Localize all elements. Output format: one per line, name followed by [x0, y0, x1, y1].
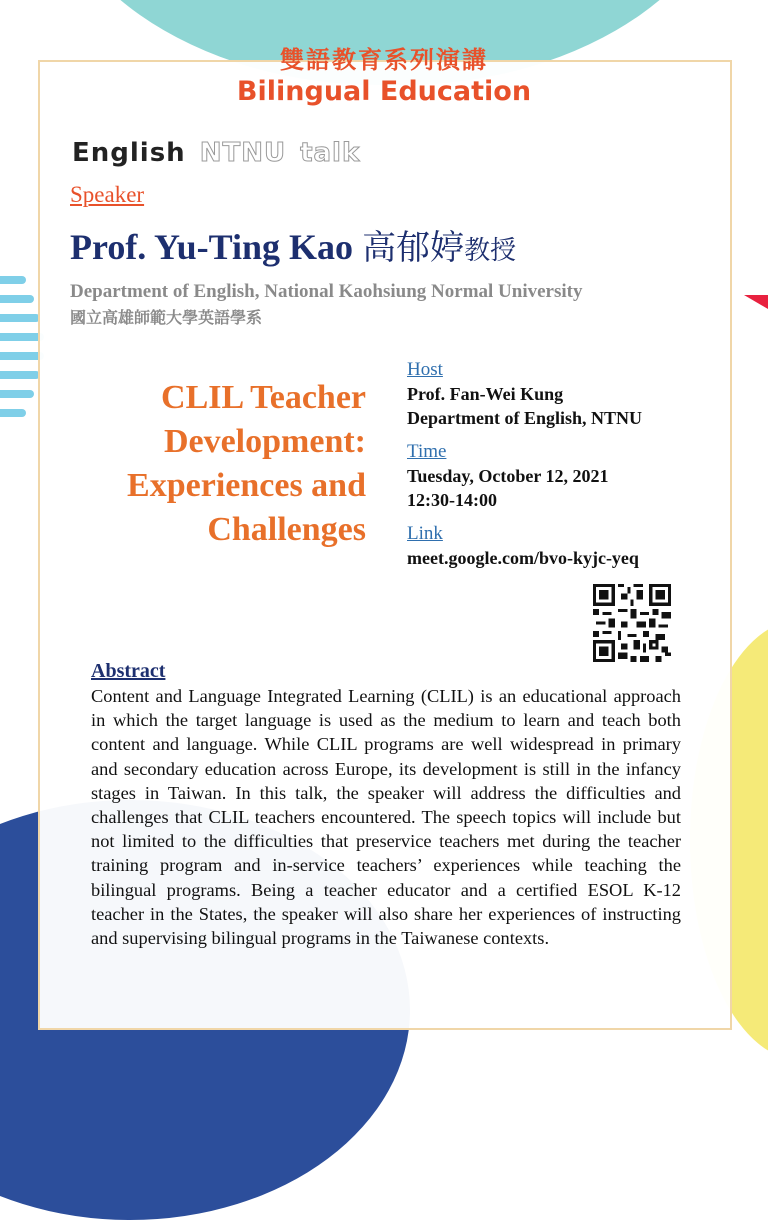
- qr-code-icon: [593, 584, 671, 662]
- event-date: Tuesday, October 12, 2021: [407, 466, 609, 486]
- series-word-talk: talk: [300, 138, 361, 168]
- speaker-name-chinese: 高郁婷: [362, 228, 465, 268]
- talk-topic: [80, 376, 366, 552]
- time-label: Time: [407, 441, 447, 462]
- speaker-affiliation-english: Department of English, National Kaohsiung Normal University: [70, 281, 583, 302]
- topic-line: CLIL Teacher: [161, 379, 366, 416]
- speaker-label: Speaker: [70, 182, 145, 207]
- event-title-chinese: 雙語教育系列演講: [280, 46, 488, 74]
- link-label: Link: [407, 523, 443, 544]
- speaker-title-chinese: 教授: [464, 236, 517, 266]
- host-label: Host: [407, 359, 443, 380]
- speaker-name: [70, 220, 516, 269]
- speaker-name-english: Prof. Yu-Ting Kao: [70, 227, 354, 267]
- event-title-english: Bilingual Education: [236, 76, 532, 107]
- abstract-label: Abstract: [91, 660, 166, 682]
- series-logo: [72, 138, 360, 168]
- meeting-link[interactable]: meet.google.com/bvo-kyjc-yeq: [407, 548, 639, 568]
- series-word-ntnu: NTNU: [199, 138, 287, 168]
- host-name: Prof. Fan-Wei Kung: [407, 384, 564, 404]
- red-triangle-decoration: [744, 295, 768, 323]
- series-word-english: English: [72, 138, 186, 168]
- topic-line: Development:: [163, 423, 366, 460]
- topic-line: Challenges: [207, 511, 366, 548]
- host-department: Department of English, NTNU: [407, 408, 643, 428]
- speaker-affiliation-chinese: 國立高雄師範大學英語學系: [70, 308, 263, 327]
- abstract-text: Content and Language Integrated Learning (CLIL) is an educational approach in which the target language is used as the medium to learn and teach both content and language. While CLIL programs are well widespread in primary and secondary education across Europe, its development is still in the infancy stages in Taiwan. In this talk, the speaker will address the difficulties and challenges that CLIL teachers encountered. The speech topics will include but not limited to the difficulties that preservice teachers met during the teacher training program and in-service teachers’ experiences while teaching the bilingual programs. Being a teacher educator and a certified ESOL K-12 teacher in the States, the speaker will also share her experiences of instructing and supervising bilingual programs in the Taiwanese contexts.: [91, 686, 681, 949]
- topic-line: Experiences and: [127, 467, 366, 504]
- event-hours: 12:30-14:00: [407, 490, 497, 510]
- event-info: [407, 358, 707, 570]
